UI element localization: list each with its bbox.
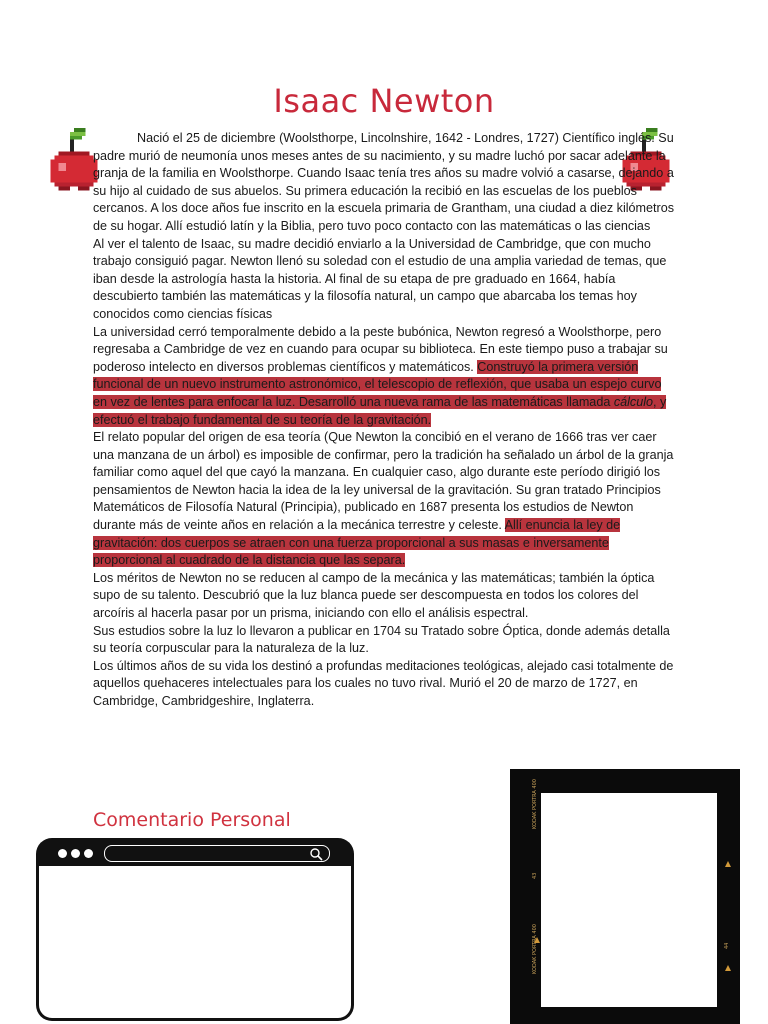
paragraph-text: Sus estudios sobre la luz lo llevaron a publicar en 1704 su Tratado sobre Óptica, donde además detalla su teoría corpuscular para la naturaleza de la luz. (93, 623, 670, 656)
paragraph-text: Al ver el talento de Isaac, su madre decidió enviarlo a la Universidad de Cambridge, que con mucho trabajo consiguió pagar. Newton llenó su soledad con el estudio de una amplia variedad de temas, que iban desde la astrología hasta la historia. Al final de su etapa de pre graduado en 1664, había descubierto también las matemáticas y la filosofía natural, un campo que abarcaba los temas hoy conocidos como ciencias físicas (93, 236, 667, 321)
search-icon (309, 847, 323, 861)
film-label: 43 (532, 872, 538, 879)
biography-text (93, 130, 676, 711)
search-bar (104, 845, 330, 862)
paragraph (93, 324, 676, 430)
paragraph (93, 130, 676, 236)
paragraph-text: Los últimos años de su vida los destinó a profundas meditaciones teológicas, alejado casi totalmente de aquellos quehaceres intelectuales para los cuales no tuvo rival. Murió el 20 de marzo de 1727, en Cambridge, Cambridgeshire, Inglaterra. (93, 658, 674, 708)
window-dot (58, 849, 67, 858)
film-marker-icon (725, 861, 731, 867)
film-label: 44 (724, 942, 730, 949)
film-label: KODAK PORTRA 400 (532, 924, 538, 974)
browser-window-frame (36, 838, 354, 1018)
paragraph (93, 429, 676, 570)
film-marker-icon (725, 965, 731, 971)
page-title: Isaac Newton (273, 82, 495, 120)
comment-area (36, 866, 354, 1021)
paragraph (93, 658, 676, 711)
highlighted-text: Construyó la primera versión funcional de un nuevo instrumento astronómico, el telescopio de reflexión, que usaba un espejo curvo en vez de lentes para enfocar la luz. Desarrolló una nueva rama de las matemáticas llamada cálculo, y efectuó el trabajo fundamental de su teoría de la gravitación. (93, 359, 667, 427)
highlighted-text: Allí enuncia la ley de gravitación: dos cuerpos se atraen con una fuerza proporcional a sus masas e inversamente proporcional al cuadrado de la distancia que las separa. (93, 518, 621, 568)
paragraph-text: Los méritos de Newton no se reducen al campo de la mecánica y las matemáticas; también la óptica supo de su talento. Descubrió que la luz blanca puede ser descompuesta en todos los colores del arcoíris al hacerla pasar por un prisma, iniciando con ello el análisis espectral. (93, 570, 655, 621)
window-dot (84, 849, 93, 858)
paragraph (93, 623, 676, 658)
photo-placeholder (541, 793, 717, 1007)
paragraph-text: El relato popular del origen de esa teoría (Que Newton la concibió en el verano de 1666 tras ver caer una manzana de un árbol) es imposible de confirmar, pero la tradición ha señalado un árbol de la granja familiar como aquel del que cayó la manzana. En cualquier caso, algo durante este período dirigió los pensamientos de Newton hacia la idea de la ley universal de la gravitación. Su gran tratado Principios Matemáticos de Filosofía Natural (Principia), publicado en 1687 presenta los estudios de Newton durante más de veinte años en relación a la mecánica terrestre y celeste. (93, 430, 674, 533)
window-dot (71, 849, 80, 858)
paragraph (93, 236, 676, 324)
window-controls (58, 849, 93, 858)
section-heading: Comentario Personal (93, 809, 291, 831)
film-photo-frame (510, 769, 740, 1024)
film-marker-icon (534, 937, 540, 943)
browser-title-bar (36, 838, 354, 868)
paragraph-text: Nació el 25 de diciembre (Woolsthorpe, Lincolnshire, 1642 - Londres, 1727) Científico inglés. Su padre murió de neumonía unos meses antes de su nacimiento, y su madre luchó por sacar adelante la granja de la familia en Woolsthorpe. Cuando Isaac tenía tres años su madre volvió a casarse, dejando a su hijo al cuidado de sus abuelos. Su primera educación la recibió en las escuelas de los pueblos cercanos. A los doce años fue inscrito en la escuela primaria de Grantham, una ciudad a diez kilómetros de su hogar. Allí estudió latín y la Biblia, pero tuvo poco contacto con las matemáticas o las ciencias (93, 131, 675, 233)
film-label: KODAK PORTRA 400 (532, 779, 538, 829)
pixel-apple-icon (50, 128, 98, 214)
paragraph (93, 570, 676, 623)
paragraph-text: La universidad cerró temporalmente debido a la peste bubónica, Newton regresó a Woolsthorpe, pero regresaba a Cambridge de vez en cuando para ocupar su biblioteca. En este tiempo puso a trabajar su poderoso intelecto en diversos problemas científicos y matemáticos. (93, 324, 668, 374)
